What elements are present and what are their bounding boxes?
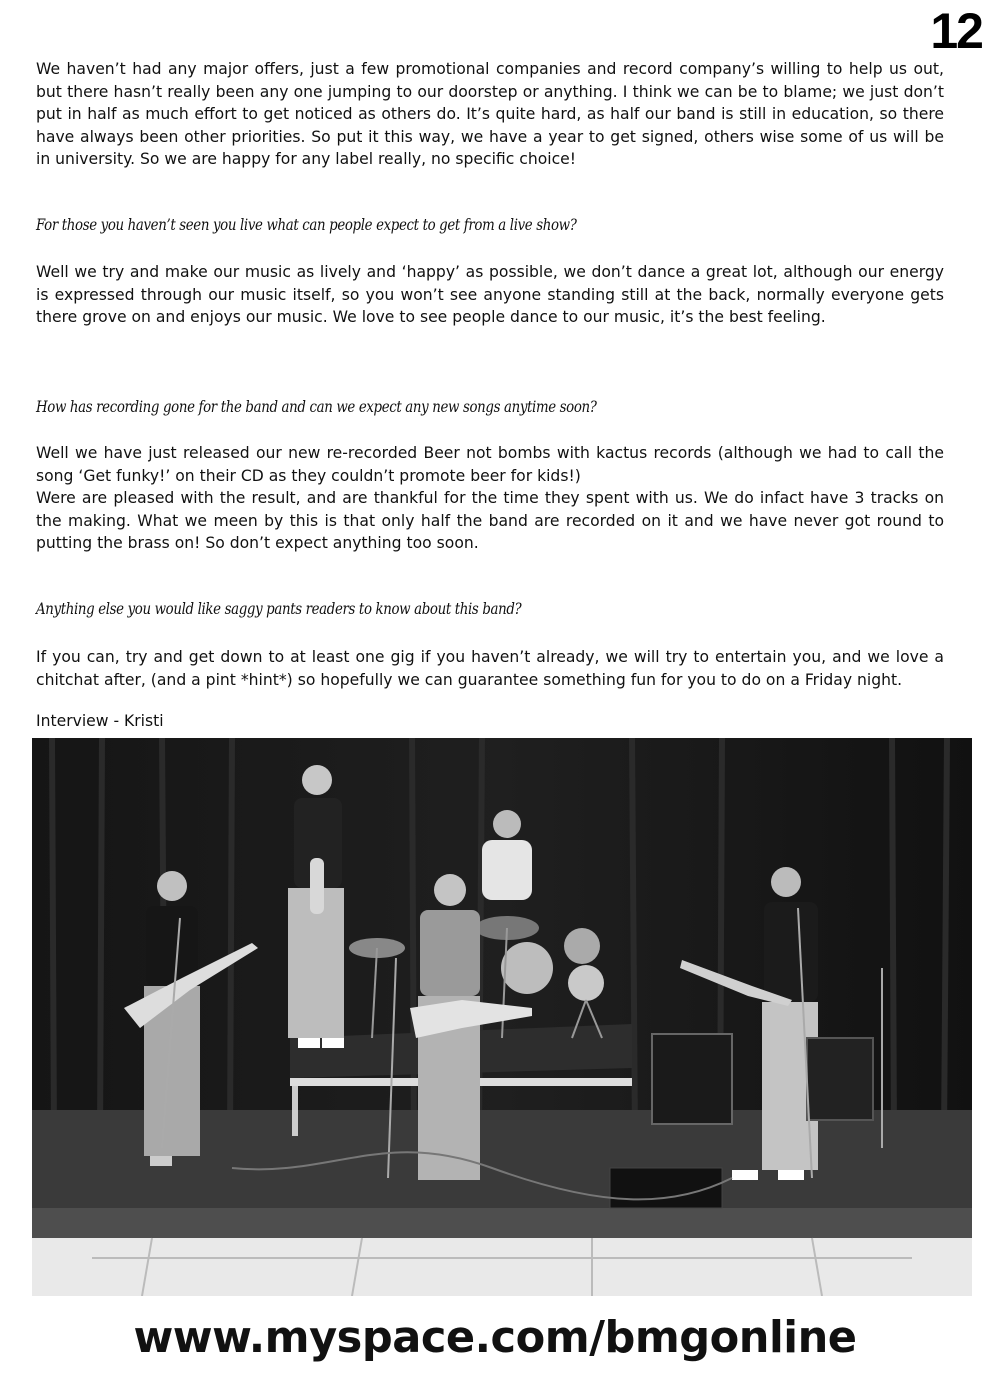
interview-credit: Interview - Kristi (36, 712, 164, 730)
question-heading-2: How has recording gone for the band and can we expect any new songs anytime soon? (36, 398, 597, 416)
page-number: 12 (930, 3, 982, 59)
answer-paragraph-4: If you can, try and get down to at least one gig if you haven’t already, we will try to entertain you, and we love a chitchat after, (and a pint *hint*) so hopefully we can guarantee something fun for you to do on a Friday night. (36, 648, 944, 689)
question-heading-1: For those you haven’t seen you live what can people expect to get from a live show? (36, 216, 577, 234)
footer-url[interactable]: www.myspace.com/bmgonline (133, 1312, 857, 1363)
answer-paragraph-1: We haven’t had any major offers, just a few promotional companies and record company’s willing to help us out, but there hasn’t really been any one jumping to our doorstep or anything. I think we can be to blame; we just don’t put in half as much effort to get noticed as others do. It’s quite hard, as half our band is still in education, so there have always been other priorities. So put it this way, we have a year to get signed, others wise some of us will be in university. So we are happy for any label really, no specific choice! (36, 60, 944, 169)
band-photo (32, 738, 972, 1296)
answer-paragraph-3: Well we have just released our new re-recorded Beer not bombs with kactus records (although we had to call the song ‘Get funky!’ on their CD as they couldn’t promote beer for kids!) Were are pleased with the result, and are thankful for the time they spent with us. We do infact have 3 tracks on the making. What we meen by this is that only half the band are recorded on it and we have never got round to putting the brass on! So don’t expect anything too soon. (36, 444, 944, 553)
question-heading-3: Anything else you would like saggy pants readers to know about this band? (36, 600, 522, 618)
answer-paragraph-2: Well we try and make our music as lively and ‘happy’ as possible, we don’t dance a great lot, although our energy is expressed through our music itself, so you won’t see anyone standing still at the back, normally everyone gets there grove on and enjoys our music. We love to see people dance to our music, it’s the best feeling. (36, 263, 944, 327)
